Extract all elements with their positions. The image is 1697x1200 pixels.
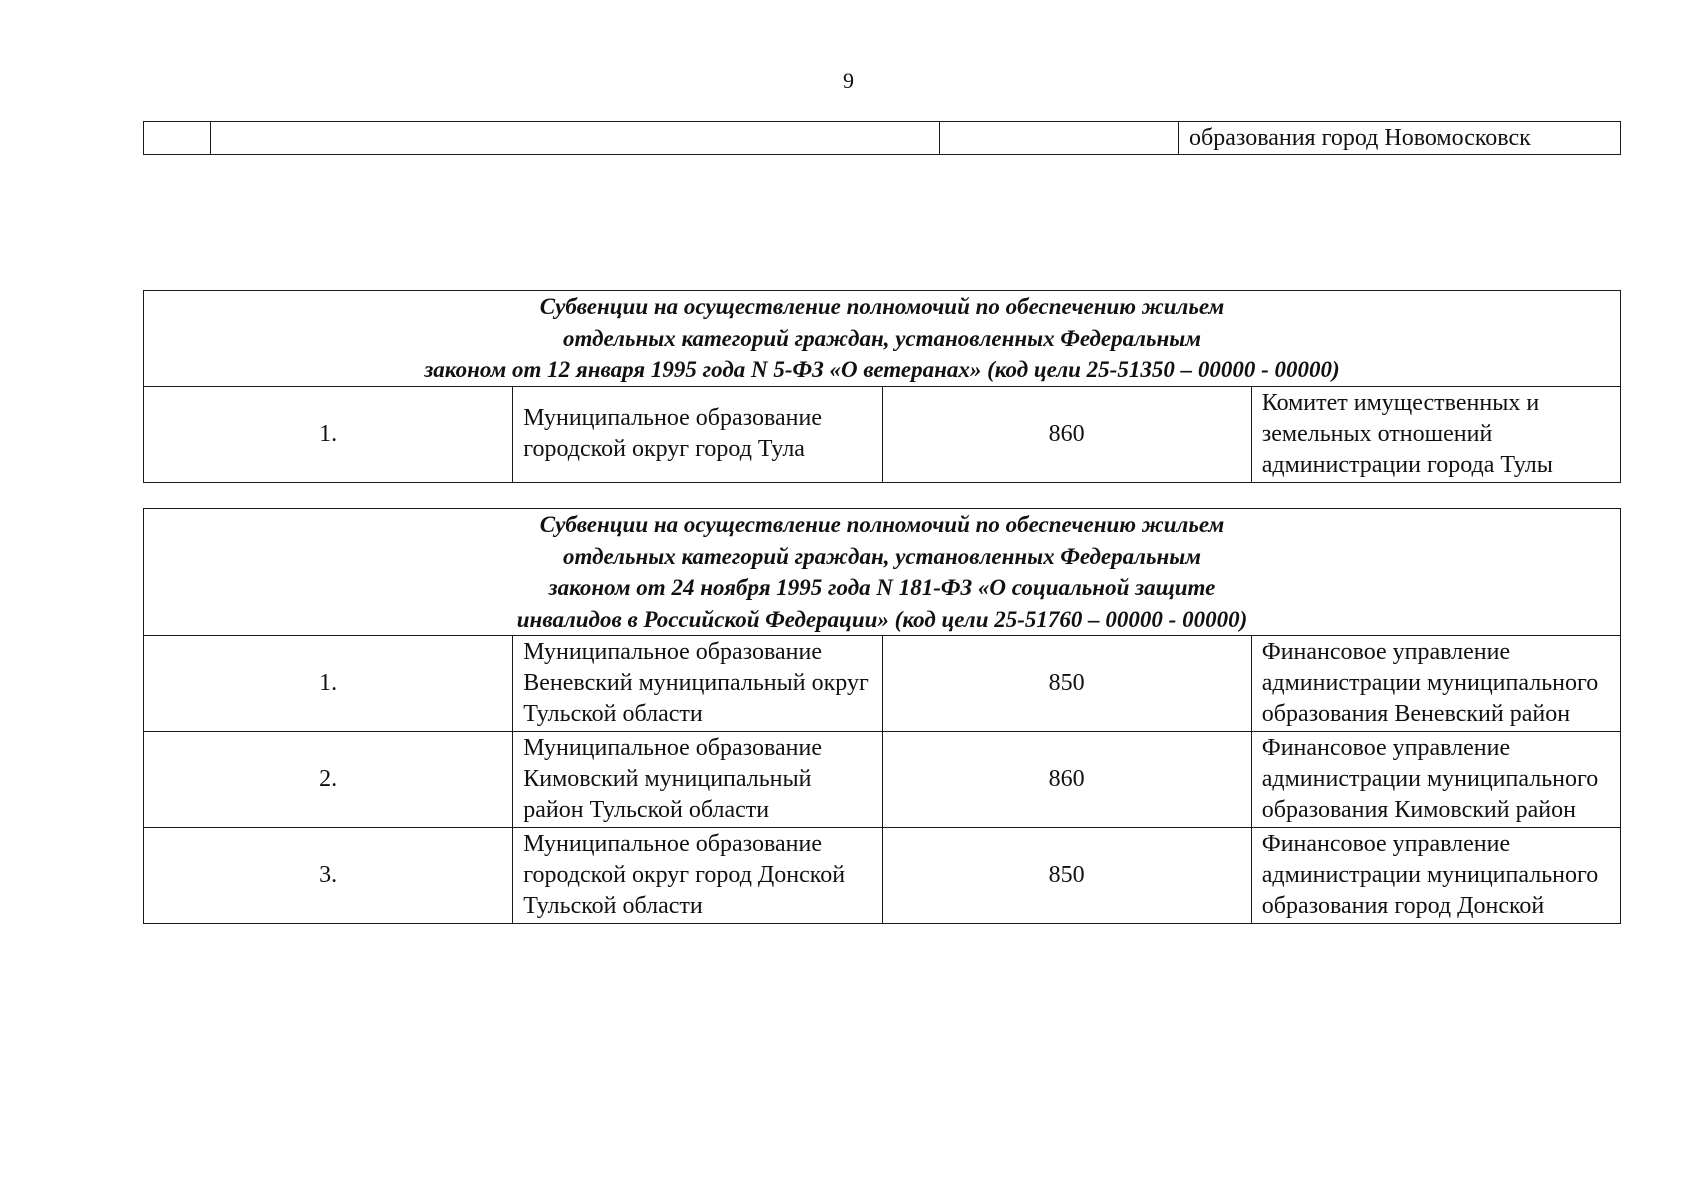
org-line: администрации города Тулы bbox=[1261, 451, 1553, 478]
section-table-disabled bbox=[143, 508, 1621, 924]
org-cell bbox=[1251, 828, 1620, 924]
org-line: администрации муниципального bbox=[1261, 670, 1599, 696]
continuation-table bbox=[143, 121, 1621, 155]
org-line: Финансовое управление bbox=[1261, 831, 1511, 857]
org-cell bbox=[1251, 636, 1620, 732]
heading-line: законом от 12 января 1995 года N 5-ФЗ «О ветеранах» (код цели 25-51350 – 00000 - 00000) bbox=[424, 357, 1340, 382]
section-heading-row bbox=[144, 509, 1621, 636]
num-cell: 1. bbox=[144, 636, 513, 732]
num-cell: 2. bbox=[144, 732, 513, 828]
section-heading bbox=[144, 509, 1621, 636]
num-cell bbox=[144, 122, 211, 155]
org-cell bbox=[1251, 386, 1620, 482]
name-cell: Муниципальное образование Кимовский муниципальный район Тульской области bbox=[513, 732, 882, 828]
org-cell: образования город Новомосковск bbox=[1179, 122, 1621, 155]
org-line: образования Веневский район bbox=[1261, 701, 1571, 727]
org-line: земельных отношений bbox=[1261, 420, 1493, 447]
section-table-veterans bbox=[143, 290, 1621, 483]
org-line: образования Кимовский район bbox=[1261, 797, 1576, 823]
table-row bbox=[144, 122, 1621, 155]
org-line: администрации муниципального bbox=[1261, 862, 1599, 888]
page-number: 9 bbox=[843, 68, 854, 93]
name-cell: Муниципальное образование городской округ город Донской Тульской области bbox=[513, 828, 882, 924]
num-cell: 3. bbox=[144, 828, 513, 924]
org-line: образования город Донской bbox=[1261, 893, 1545, 919]
table-row bbox=[144, 828, 1621, 924]
heading-line: инвалидов в Российской Федерации» (код цели 25-51760 – 00000 - 00000) bbox=[516, 606, 1248, 632]
section-heading-row bbox=[144, 291, 1621, 387]
code-cell bbox=[940, 122, 1179, 155]
section-heading bbox=[144, 291, 1621, 387]
org-line: Финансовое управление bbox=[1261, 639, 1511, 665]
num-cell: 1. bbox=[144, 386, 513, 482]
name-cell: Муниципальное образование Веневский муниципальный округ Тульской области bbox=[513, 636, 882, 732]
name-cell: Муниципальное образование городской округ город Тула bbox=[513, 386, 882, 482]
heading-line: Субвенции на осуществление полномочий по обеспечению жильем bbox=[539, 294, 1225, 319]
name-cell bbox=[211, 122, 940, 155]
heading-line: отдельных категорий граждан, установленных Федеральным bbox=[563, 325, 1201, 351]
code-cell: 850 bbox=[882, 636, 1251, 732]
org-line: администрации муниципального bbox=[1261, 766, 1599, 792]
heading-line: Субвенции на осуществление полномочий по обеспечению жильем bbox=[539, 512, 1225, 537]
code-cell: 860 bbox=[882, 386, 1251, 482]
heading-line: отдельных категорий граждан, установленных Федеральным bbox=[563, 543, 1201, 569]
code-cell: 860 bbox=[882, 732, 1251, 828]
table-row bbox=[144, 732, 1621, 828]
org-line: Комитет имущественных и bbox=[1261, 389, 1540, 416]
org-cell bbox=[1251, 732, 1620, 828]
table-row bbox=[144, 386, 1621, 482]
heading-line: законом от 24 ноября 1995 года N 181-ФЗ «О социальной защите bbox=[548, 575, 1216, 600]
code-cell: 850 bbox=[882, 828, 1251, 924]
table-row bbox=[144, 636, 1621, 732]
org-line: Финансовое управление bbox=[1261, 735, 1511, 761]
